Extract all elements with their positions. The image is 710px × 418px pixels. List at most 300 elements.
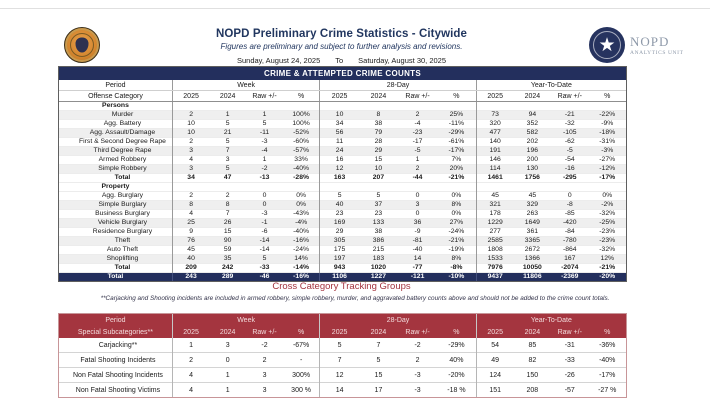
value-cell: 1	[415, 156, 420, 163]
value-cell: 1	[262, 156, 267, 163]
value-cell: -77	[412, 264, 423, 271]
value-cell: 943	[320, 264, 359, 273]
value-cell: -11	[259, 129, 270, 136]
value-cell: 320	[476, 120, 513, 129]
value-cell: -14%	[293, 264, 310, 271]
value-cell: 11	[320, 138, 359, 147]
value-cell: 178	[476, 210, 513, 219]
value-cell: -85	[564, 210, 575, 217]
value-cell: 35	[223, 255, 232, 262]
value-cell: -14	[259, 237, 270, 244]
value-cell: -22%	[599, 111, 616, 118]
value-cell: 11806	[523, 273, 542, 280]
value-cell: -36%	[599, 341, 616, 349]
value-cell	[246, 102, 283, 111]
column-header: 2024	[514, 326, 551, 338]
analytics-unit-name: NOPD	[630, 33, 670, 49]
value-cell: -52%	[293, 129, 310, 136]
date-end: Saturday, August 30, 2025	[358, 56, 447, 65]
value-cell	[172, 183, 209, 192]
value-cell: 94	[528, 111, 537, 118]
value-cell: -3	[261, 138, 268, 145]
table-row	[59, 156, 626, 165]
column-header: %	[437, 326, 476, 338]
value-cell: 3	[172, 165, 209, 174]
table-row	[59, 201, 626, 210]
value-cell: -2	[261, 165, 268, 172]
offense-category-header: Offense Category	[59, 91, 172, 102]
value-cell: 5	[262, 255, 267, 262]
crime-counts-banner: CRIME & ATTEMPTED CRIME COUNTS	[59, 67, 626, 80]
value-cell: 289	[222, 273, 234, 280]
value-cell	[514, 183, 551, 192]
value-cell: -11%	[448, 120, 465, 127]
report-date-range	[58, 56, 625, 65]
table-row	[59, 219, 626, 228]
row-label: Business Burglary	[95, 210, 150, 217]
value-cell	[283, 102, 320, 111]
value-cell: 4	[172, 368, 209, 383]
value-cell: 79	[374, 129, 383, 136]
value-cell: 1	[262, 111, 267, 118]
column-header: %	[588, 326, 626, 338]
value-cell: 8%	[451, 201, 462, 208]
value-cell: 90	[223, 237, 232, 244]
value-cell: -17%	[599, 371, 616, 379]
column-header: %	[283, 326, 320, 338]
value-cell: -4	[414, 120, 421, 127]
value-cell: 45	[476, 192, 513, 201]
value-cell: -24%	[448, 228, 465, 235]
value-cell: 1	[172, 338, 209, 353]
page-title: NOPD Preliminary Crime Statistics - Citywide	[215, 28, 468, 40]
value-cell: 0%	[602, 192, 613, 199]
value-cell: -16%	[293, 237, 310, 244]
value-cell	[209, 102, 246, 111]
column-header: 2024	[359, 91, 398, 102]
column-header: 2025	[172, 326, 209, 338]
value-cell: 1	[225, 111, 230, 118]
value-cell: 45	[528, 192, 537, 199]
value-cell: 196	[526, 147, 539, 154]
row-label: Persons	[102, 102, 129, 109]
value-cell	[476, 183, 513, 192]
value-cell: -2%	[601, 201, 614, 208]
value-cell	[437, 183, 476, 192]
value-cell: -40%	[293, 165, 310, 172]
value-cell: 24	[320, 147, 359, 156]
value-cell: 163	[320, 174, 359, 183]
value-cell: 209	[172, 264, 209, 273]
value-cell: 40	[320, 201, 359, 210]
value-cell: -26	[564, 371, 575, 379]
row-label: Third Degree Rape	[93, 147, 152, 154]
value-cell: -4%	[295, 219, 308, 226]
value-cell	[588, 183, 626, 192]
value-cell	[283, 183, 320, 192]
star-icon: ★	[598, 34, 616, 56]
value-cell: 1106	[320, 273, 359, 282]
row-label: Auto Theft	[106, 246, 139, 253]
value-cell	[398, 183, 437, 192]
value-cell: -17%	[448, 147, 465, 154]
table-row	[59, 368, 626, 383]
value-cell	[437, 102, 476, 111]
period-group-row	[59, 314, 626, 326]
value-cell: -20%	[599, 273, 616, 280]
value-cell: 0%	[451, 210, 462, 217]
value-cell: 1649	[524, 219, 540, 226]
row-label: Vehicle Burglary	[97, 219, 148, 226]
group-header: Year-To-Date	[476, 80, 626, 91]
value-cell: -3	[414, 371, 421, 379]
value-cell: 20%	[449, 165, 464, 172]
value-cell: 1533	[476, 255, 513, 264]
value-cell: 56	[320, 129, 359, 138]
value-cell: 151	[476, 383, 513, 398]
value-cell: 197	[320, 255, 359, 264]
value-cell: 17	[374, 386, 383, 394]
value-cell: -21	[564, 111, 575, 118]
group-header: 28-Day	[320, 80, 476, 91]
value-cell: -105	[562, 129, 577, 136]
section-header-row	[59, 183, 626, 192]
value-cell: 361	[526, 228, 539, 235]
value-cell: -81	[412, 237, 423, 244]
value-cell	[551, 183, 588, 192]
column-header-row	[59, 326, 626, 338]
table-row	[59, 192, 626, 201]
value-cell: 9	[172, 228, 209, 237]
table-row	[59, 147, 626, 156]
value-cell	[359, 102, 398, 111]
value-cell: 23	[320, 210, 359, 219]
value-cell: 1	[225, 386, 230, 394]
period-header: Period	[59, 314, 172, 326]
value-cell: 3	[262, 386, 267, 394]
value-cell: -62	[564, 138, 575, 145]
value-cell	[398, 102, 437, 111]
value-cell: 1366	[524, 255, 540, 262]
value-cell: -84	[564, 228, 575, 235]
value-cell	[359, 183, 398, 192]
period-header: Period	[59, 80, 172, 91]
value-cell: 2	[172, 111, 209, 120]
value-cell: -40%	[293, 228, 310, 235]
column-header: 2024	[209, 326, 246, 338]
value-cell: 40	[172, 255, 209, 264]
value-cell: 2	[172, 138, 209, 147]
value-cell: 100%	[292, 120, 310, 127]
group-header: 28-Day	[320, 314, 476, 326]
value-cell: 5	[376, 356, 381, 364]
value-cell: -18 %	[447, 386, 466, 394]
value-cell: 15	[374, 371, 383, 379]
value-cell: 0	[262, 192, 267, 199]
value-cell: 5	[376, 192, 381, 199]
table-row	[59, 338, 626, 353]
value-cell: 0%	[451, 192, 462, 199]
row-label: Property	[101, 183, 130, 190]
column-header: 2025	[172, 91, 209, 102]
value-cell: -17%	[599, 174, 616, 181]
group-header: Week	[172, 80, 319, 91]
value-cell: -3%	[601, 147, 614, 154]
value-cell: -5	[566, 147, 573, 154]
value-cell	[476, 102, 513, 111]
row-label: Total	[114, 264, 131, 271]
value-cell: 133	[372, 219, 385, 226]
value-cell: 321	[476, 201, 513, 210]
value-cell: -29%	[448, 129, 465, 136]
value-cell: -19%	[448, 246, 465, 253]
value-cell: -44	[412, 174, 423, 181]
value-cell: 0	[225, 356, 230, 364]
table-row	[59, 228, 626, 237]
value-cell	[172, 102, 209, 111]
value-cell: 0%	[296, 192, 307, 199]
value-cell: 1	[225, 371, 230, 379]
row-label: First & Second Degree Rape	[79, 138, 166, 145]
value-cell: 191	[476, 147, 513, 156]
value-cell: 140	[476, 138, 513, 147]
value-cell: 25	[172, 219, 209, 228]
value-cell: 33%	[294, 156, 308, 163]
row-label: Residence Burglary	[92, 228, 153, 235]
value-cell: -32%	[599, 246, 616, 253]
column-header: %	[588, 91, 626, 102]
value-cell: 38	[374, 228, 383, 235]
value-cell: -6	[261, 228, 268, 235]
value-cell: 7%	[451, 156, 462, 163]
row-label: Agg. Burglary	[101, 192, 144, 199]
value-cell: 38	[374, 120, 383, 127]
table-row	[59, 210, 626, 219]
row-label: Agg. Assault/Damage	[89, 129, 156, 136]
value-cell	[209, 183, 246, 192]
value-cell: 3365	[524, 237, 540, 244]
value-cell: 208	[526, 386, 539, 394]
value-cell: 45	[172, 246, 209, 255]
value-cell: 167	[564, 255, 576, 262]
column-header: Raw +/-	[246, 326, 283, 338]
value-cell: -31	[564, 341, 575, 349]
value-cell: 9437	[476, 273, 513, 282]
value-cell: 7	[225, 147, 230, 154]
value-cell: 85	[528, 341, 537, 349]
value-cell: 4	[172, 156, 209, 165]
value-cell: 0%	[296, 201, 307, 208]
value-cell: 59	[223, 246, 232, 253]
column-header: 2024	[514, 91, 551, 102]
value-cell: 4	[172, 383, 209, 398]
value-cell: 10	[320, 111, 359, 120]
value-cell: 386	[372, 237, 385, 244]
page-top-divider	[0, 8, 710, 9]
value-cell: 477	[476, 129, 513, 138]
period-group-row	[59, 80, 626, 91]
value-cell: 207	[372, 174, 385, 181]
cross-category-table	[59, 314, 626, 397]
row-label: Non Fatal Shooting Victims	[75, 386, 161, 394]
column-header: %	[283, 91, 320, 102]
value-cell: 7	[320, 353, 359, 368]
value-cell: 3	[225, 156, 230, 163]
analytics-unit-text	[630, 35, 684, 56]
column-header: Raw +/-	[398, 326, 437, 338]
value-cell: 26	[223, 219, 232, 226]
value-cell: 76	[172, 237, 209, 246]
date-start: Sunday, August 24, 2025	[236, 56, 321, 65]
value-cell: 49	[476, 353, 513, 368]
column-header: 2024	[209, 91, 246, 102]
value-cell: 14	[413, 255, 422, 262]
value-cell: -121	[410, 273, 425, 280]
value-cell: 29	[374, 147, 383, 154]
value-cell: 0	[415, 210, 420, 217]
value-cell: 3	[415, 201, 420, 208]
value-cell: -2	[414, 341, 421, 349]
value-cell: -57%	[293, 147, 310, 154]
value-cell: 130	[526, 165, 539, 172]
value-cell: 34	[172, 174, 209, 183]
value-cell: 73	[476, 111, 513, 120]
value-cell: 202	[526, 138, 539, 145]
value-cell: 1808	[476, 246, 513, 255]
row-label: Shoplifting	[106, 255, 139, 262]
value-cell: 5	[225, 165, 230, 172]
value-cell: -33	[564, 356, 575, 364]
value-cell: -780	[562, 237, 577, 244]
column-header: 2025	[476, 326, 513, 338]
value-cell: -43%	[293, 210, 310, 217]
value-cell: -3	[414, 386, 421, 394]
value-cell: 2585	[476, 237, 513, 246]
group-header: Week	[172, 314, 319, 326]
value-cell: 14%	[294, 255, 308, 262]
row-label: Armed Robbery	[98, 156, 147, 163]
value-cell: 305	[320, 237, 359, 246]
value-cell: -67%	[292, 341, 310, 349]
value-cell: 2	[415, 356, 420, 364]
value-cell: -18%	[599, 129, 616, 136]
value-cell: 263	[526, 210, 539, 217]
value-cell: 12%	[600, 255, 615, 262]
value-cell: -8	[566, 201, 573, 208]
value-cell: 5	[225, 138, 230, 145]
value-cell: -32	[564, 120, 575, 127]
column-header: Raw +/-	[551, 326, 588, 338]
value-cell: 3	[262, 371, 267, 379]
column-header: 2025	[320, 91, 359, 102]
value-cell: 300%	[292, 371, 311, 379]
value-cell: 582	[526, 129, 539, 136]
value-cell: 5	[262, 120, 267, 127]
table-row	[59, 237, 626, 246]
value-cell: -27%	[599, 156, 616, 163]
value-cell: 7	[376, 341, 381, 349]
value-cell: -40	[412, 246, 423, 253]
table-row	[59, 111, 626, 120]
column-header: Raw +/-	[246, 91, 283, 102]
table-row	[59, 165, 626, 174]
value-cell: 47	[223, 174, 232, 181]
value-cell: 34	[320, 120, 359, 129]
value-cell: 8%	[451, 255, 462, 262]
date-connector: To	[335, 56, 344, 65]
value-cell: 2	[172, 353, 209, 368]
value-cell: -864	[562, 246, 577, 253]
value-cell: 5	[320, 338, 359, 353]
value-cell: -2369	[561, 273, 579, 280]
value-cell: 12	[320, 368, 359, 383]
value-cell: -17	[412, 138, 423, 145]
value-cell: 124	[476, 368, 513, 383]
table-row	[59, 138, 626, 147]
page-subtitle: Figures are preliminary and subject to further analysis and revisions.	[220, 42, 463, 51]
value-cell: 2	[415, 165, 420, 172]
row-label: Agg. Battery	[103, 120, 142, 127]
cross-category-panel	[58, 313, 627, 398]
value-cell: -29%	[448, 341, 465, 349]
value-cell: 2	[415, 111, 420, 118]
value-cell: -16%	[293, 273, 310, 280]
column-header: 2025	[476, 91, 513, 102]
crime-counts-panel	[58, 66, 627, 282]
value-cell: 27%	[449, 219, 464, 226]
value-cell: -5	[414, 147, 421, 154]
cross-category-footnote: **Carjacking and Shooting incidents are included in armed robbery, simple robbery, murder, and aggravated battery counts above and should not be added to the crime count totals.	[100, 295, 610, 302]
value-cell: -46	[259, 273, 270, 280]
value-cell	[320, 102, 359, 111]
column-header: 2024	[359, 326, 398, 338]
value-cell: 277	[476, 228, 513, 237]
value-cell: 25%	[449, 111, 464, 118]
value-cell: -295	[562, 174, 577, 181]
value-cell: 8	[376, 111, 381, 118]
table-row	[59, 383, 626, 398]
value-cell: -60%	[293, 138, 310, 145]
value-cell: 329	[526, 201, 539, 208]
value-cell: 0	[262, 201, 267, 208]
value-cell: 40%	[449, 356, 464, 364]
column-header: %	[437, 91, 476, 102]
value-cell: -9	[414, 228, 421, 235]
value-cell: -31%	[599, 138, 616, 145]
cross-category-title: Cross Category Tracking Groups	[272, 281, 411, 292]
value-cell: -420	[562, 219, 577, 226]
table-row	[59, 129, 626, 138]
value-cell: -9%	[601, 120, 614, 127]
value-cell: -21%	[599, 264, 616, 271]
group-header: Year-To-Date	[476, 314, 626, 326]
value-cell: 15	[374, 156, 383, 163]
row-label: Murder	[111, 111, 134, 118]
value-cell: -14	[259, 246, 270, 253]
value-cell: 300 %	[291, 386, 312, 394]
value-cell: 1756	[524, 174, 540, 181]
value-cell: -25%	[599, 219, 616, 226]
analytics-unit-logo	[589, 27, 684, 63]
value-cell	[588, 102, 626, 111]
column-header-row	[59, 91, 626, 102]
section-total-row	[59, 174, 626, 183]
value-cell: -33	[259, 264, 270, 271]
value-cell: 1020	[370, 264, 386, 271]
value-cell: -4	[261, 147, 268, 154]
value-cell: 54	[476, 338, 513, 353]
value-cell: 29	[320, 228, 359, 237]
